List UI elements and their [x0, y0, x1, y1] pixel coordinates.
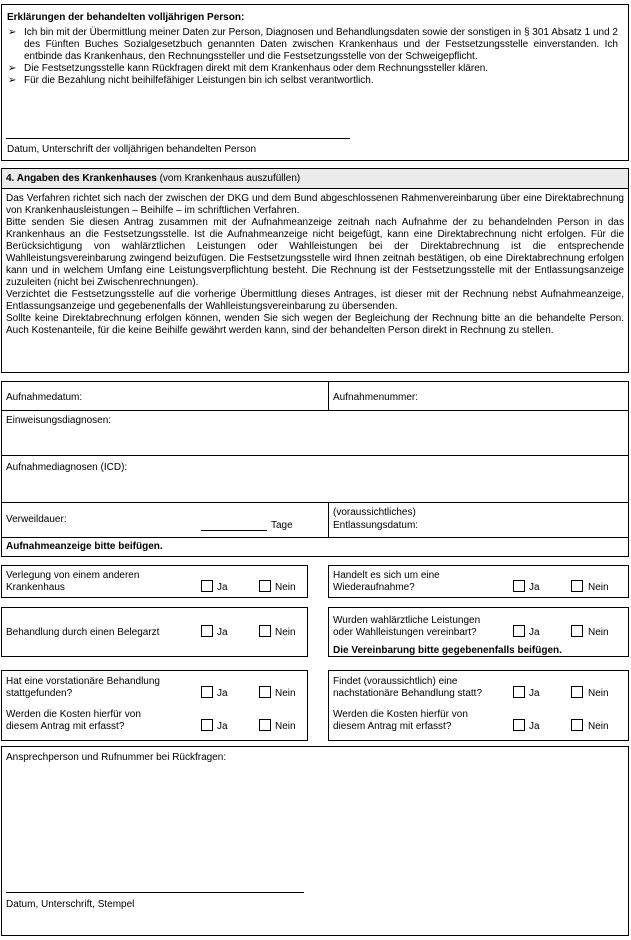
elective-services-no-checkbox[interactable] — [571, 625, 583, 637]
paragraph: Sollte keine Direktabrechnung erfolgen können, wenden Sie sich wegen der Begleichung der Rechnung bitte an die behandelte Person. Auch Kostenanteile, für die keine Beihilfe gewährt werden kann, sind der behandelten Person direkt in Rechnung zu stellen. — [6, 313, 624, 336]
admission-fields-table — [1, 381, 629, 557]
admission-notice-note: Aufnahmeanzeige bitte beifügen. — [6, 541, 163, 552]
no-label: Nein — [588, 721, 609, 732]
agreement-note: Die Vereinbarung bitte gegebenenfalls beifügen. — [333, 645, 562, 656]
transfer-question-line1: Verlegung von einem anderen — [6, 570, 140, 581]
pre-inpatient-question-line1: Hat eine vorstationäre Behandlung — [6, 676, 160, 687]
transfer-question-line2: Krankenhaus — [6, 582, 65, 593]
section-4-subtitle: (vom Krankenhaus auszufüllen) — [156, 173, 301, 184]
readmission-question-line1: Handelt es sich um eine — [333, 570, 440, 581]
readmission-question-line2: Wiederaufnahme? — [333, 582, 415, 593]
elective-services-question-line1: Wurden wahlärztliche Leistungen — [333, 615, 481, 626]
contact-box — [1, 746, 629, 936]
post-inpatient-costs-no-checkbox[interactable] — [571, 719, 583, 731]
no-label: Nein — [588, 627, 609, 638]
yes-label: Ja — [217, 688, 228, 699]
arrow-bullet-icon: ➢ — [8, 27, 17, 38]
declaration-item: ➢ Für die Bezahlung nicht beihilfefähiger Leistungen bin ich selbst verantwortlich. — [8, 75, 374, 86]
arrow-bullet-icon: ➢ — [8, 63, 17, 74]
no-label: Nein — [275, 688, 296, 699]
yes-label: Ja — [529, 688, 540, 699]
elective-services-yes-checkbox[interactable] — [513, 625, 525, 637]
pre-inpatient-question-box — [1, 670, 308, 741]
post-inpatient-costs-question-line1: Werden die Kosten hierfür von — [333, 709, 468, 720]
no-label: Nein — [275, 721, 296, 732]
paragraph: Verzichtet die Festsetzungsstelle auf die vorherige Übermittlung dieses Antrages, ist dieser mit der Rechnung nebst Aufnahmeanzeige, Entlassungsanzeige und gegebenenfalls der Wahlleistungsvereinbarung zu übersenden. — [6, 289, 624, 312]
signature-line[interactable] — [6, 138, 350, 139]
pre-inpatient-costs-no-checkbox[interactable] — [259, 719, 271, 731]
no-label: Nein — [275, 627, 296, 638]
attending-physician-no-checkbox[interactable] — [259, 625, 271, 637]
readmission-no-checkbox[interactable] — [571, 580, 583, 592]
post-inpatient-costs-question-line2: diesem Antrag mit erfasst? — [333, 721, 452, 732]
no-label: Nein — [275, 582, 296, 593]
contact-label: Ansprechperson und Rufnummer bei Rückfragen: — [6, 752, 227, 763]
arrow-bullet-icon: ➢ — [8, 75, 17, 86]
yes-label: Ja — [529, 627, 540, 638]
paragraph: Bitte senden Sie diesen Antrag zusammen mit der Aufnahmeanzeige zeitnah nach Aufnahme der zu behandelnden Person in das Krankenhaus an die Festsetzungsstelle. Ist die Aufnahmeanzeige nicht beigefügt, kann eine Direktabrechnung nicht erfolgen. Für die Berücksichtigung von wahlärztlichen Leistungen oder Wahlleistungen bei der Direktabrechnung ist die entsprechende Wahlleistungsvereinbarung zwingend beizufügen. Die Festsetzungsstelle wird Ihnen zeitnah bestätigen, ob eine Direktabrechnung erfolgen kann und in welchem Umfang eine Leistungsverpflichtung besteht. Die Rechnung ist der Festsetzungsstelle mit der Entlassungsanzeige zuzuleiten (nicht bei Zwischenrechnungen). — [6, 217, 624, 288]
pre-inpatient-yes-checkbox[interactable] — [201, 686, 213, 698]
signature-line[interactable] — [6, 892, 304, 893]
section-4-hospital-info — [1, 168, 629, 373]
section-3-title: Erklärungen der behandelten volljährigen Person: — [7, 12, 245, 23]
section-4-body — [6, 193, 624, 337]
post-inpatient-no-checkbox[interactable] — [571, 686, 583, 698]
paragraph: Das Verfahren richtet sich nach der zwischen der DKG und dem Bund abgeschlossenen Rahmenvereinbarung über eine Direktabrechnung von Krankenhausleistungen – Beihilfe – im schriftlichen Verfahren. — [6, 193, 624, 216]
discharge-date-label-line2[interactable]: Entlassungsdatum: — [333, 520, 419, 531]
pre-inpatient-question-line2: stattgefunden? — [6, 688, 73, 699]
pre-inpatient-costs-yes-checkbox[interactable] — [201, 719, 213, 731]
post-inpatient-question-line2: nachstationäre Behandlung statt? — [333, 688, 482, 699]
discharge-date-label-line1: (voraussichtliches) — [333, 507, 416, 518]
yes-label: Ja — [217, 582, 228, 593]
signature-label: Datum, Unterschrift der volljährigen behandelten Person — [7, 144, 257, 155]
no-label: Nein — [588, 582, 609, 593]
post-inpatient-question-box — [328, 670, 629, 741]
pre-inpatient-costs-question-line2: diesem Antrag mit erfasst? — [6, 721, 125, 732]
transfer-no-checkbox[interactable] — [259, 580, 271, 592]
length-of-stay-label: Verweildauer: — [6, 514, 67, 525]
readmission-yes-checkbox[interactable] — [513, 580, 525, 592]
section-3-declarations — [1, 4, 629, 161]
contact-input-area[interactable] — [6, 767, 624, 882]
yes-label: Ja — [529, 582, 540, 593]
elective-services-question-line2: oder Wahlleistungen vereinbart? — [333, 627, 477, 638]
post-inpatient-question-line1: Findet (voraussichtlich) eine — [333, 676, 458, 687]
section-4-title: 4. Angaben des Krankenhauses — [6, 173, 157, 184]
transfer-yes-checkbox[interactable] — [201, 580, 213, 592]
yes-label: Ja — [529, 721, 540, 732]
no-label: Nein — [588, 688, 609, 699]
signature-stamp-label: Datum, Unterschrift, Stempel — [6, 899, 135, 910]
referral-diagnoses-field[interactable]: Einweisungsdiagnosen: — [6, 415, 112, 426]
declaration-item: ➢ Ich bin mit der Übermittlung meiner Daten zur Person, Diagnosen und Behandlungsdaten sowie der sonstigen in § 301 Absatz 1 und 2 des Fünften Buches Sozialgesetzbuch genannten Daten zwischen Krankenhaus und der Festsetzungsstelle einverstanden. Ich entbinde das Krankenhaus, den Rechnungssteller und die Festsetzungsstelle von der Schweigepflicht. — [8, 27, 618, 62]
yes-label: Ja — [217, 627, 228, 638]
post-inpatient-costs-yes-checkbox[interactable] — [513, 719, 525, 731]
declaration-list — [6, 27, 618, 87]
post-inpatient-yes-checkbox[interactable] — [513, 686, 525, 698]
elective-services-question-box — [328, 607, 629, 657]
section-4-header — [2, 169, 628, 189]
length-of-stay-input[interactable] — [201, 530, 267, 531]
attending-physician-question-box — [1, 607, 308, 657]
attending-physician-yes-checkbox[interactable] — [201, 625, 213, 637]
readmission-question-box — [328, 565, 629, 598]
pre-inpatient-no-checkbox[interactable] — [259, 686, 271, 698]
declaration-item: ➢ Die Festsetzungsstelle kann Rückfragen direkt mit dem Krankenhaus oder dem Rechnungssteller klären. — [8, 63, 489, 74]
admission-number-field[interactable]: Aufnahmenummer: — [333, 392, 419, 403]
admission-date-field[interactable]: Aufnahmedatum: — [6, 392, 83, 403]
transfer-question-box — [1, 565, 308, 598]
yes-label: Ja — [217, 721, 228, 732]
days-unit-label: Tage — [271, 520, 293, 531]
pre-inpatient-costs-question-line1: Werden die Kosten hierfür von — [6, 709, 141, 720]
attending-physician-question: Behandlung durch einen Belegarzt — [6, 627, 160, 638]
admission-diagnoses-field[interactable]: Aufnahmediagnosen (ICD): — [6, 462, 128, 473]
